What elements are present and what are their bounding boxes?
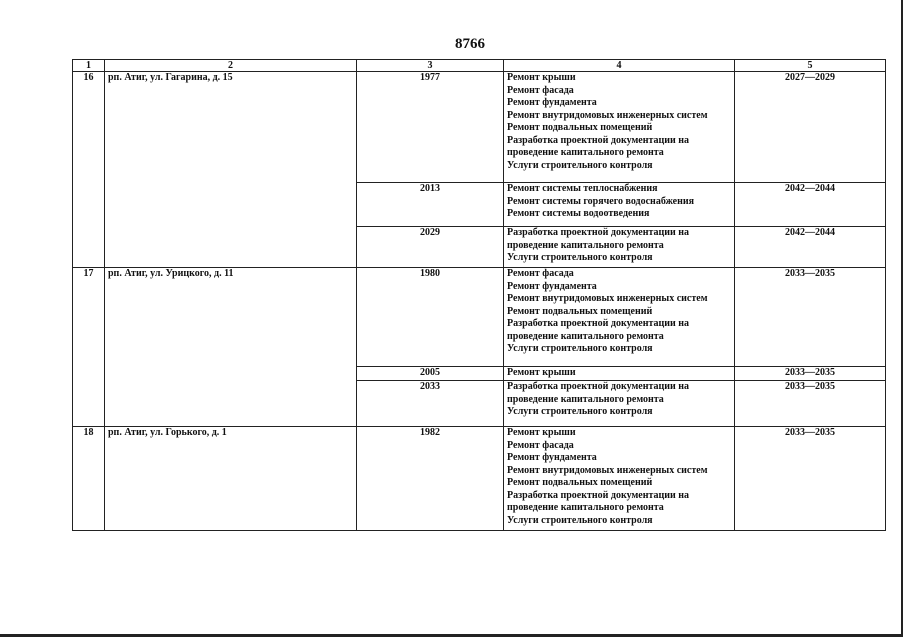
header-col-2: 2 [105, 60, 357, 72]
work-item: Ремонт фундамента [507, 452, 597, 463]
table-row [73, 72, 886, 183]
works-cell [504, 183, 735, 227]
period-cell: 2042—2044 [735, 227, 886, 268]
work-item: Разработка проектной документации на [507, 227, 690, 238]
work-item: Ремонт фасада [507, 84, 574, 96]
work-item: Ремонт крыши [507, 367, 576, 378]
work-item: Разработка проектной документации на [507, 318, 690, 329]
works-cell [504, 72, 735, 183]
work-item: Ремонт крыши [507, 72, 576, 83]
page-number: 8766 [455, 36, 485, 52]
building-address: рп. Атиг, ул. Урицкого, д. 11 [105, 268, 357, 427]
header-col-4: 4 [504, 60, 735, 72]
work-item: проведение капитального ремонта [507, 393, 664, 405]
work-item: Ремонт подвальных помещений [507, 122, 653, 133]
capital-repair-table [72, 59, 886, 531]
period-cell: 2033—2035 [735, 381, 886, 427]
year-cell: 1980 [357, 268, 504, 367]
table-body [73, 72, 886, 531]
year-cell: 2033 [357, 381, 504, 427]
table-row [73, 427, 886, 531]
year-cell: 2013 [357, 183, 504, 227]
work-item: проведение капитального ремонта [507, 147, 664, 158]
work-item: Ремонт крыши [507, 427, 576, 438]
year-cell: 2005 [357, 367, 504, 381]
year-cell: 1982 [357, 427, 504, 531]
year-cell: 1977 [357, 72, 504, 183]
works-cell [504, 427, 735, 531]
work-item: Ремонт фундамента [507, 97, 597, 108]
work-item: Ремонт системы горячего водоснабжения [507, 195, 695, 207]
building-address: рп. Атиг, ул. Гагарина, д. 15 [105, 72, 357, 268]
work-item: Ремонт подвальных помещений [507, 305, 653, 317]
works-cell [504, 381, 735, 427]
header-col-3: 3 [357, 60, 504, 72]
works-cell [504, 367, 735, 381]
period-cell: 2027—2029 [735, 72, 886, 183]
table-row [73, 268, 886, 367]
building-address: рп. Атиг, ул. Горького, д. 1 [105, 427, 357, 531]
work-item: Разработка проектной документации на [507, 489, 690, 501]
work-item: Ремонт внутридомовых инженерных систем [507, 293, 708, 304]
period-cell: 2033—2035 [735, 268, 886, 367]
work-item: Разработка проектной документации на [507, 381, 690, 392]
work-item: Услуги строительного контроля [507, 159, 653, 171]
work-item: Ремонт системы теплоснабжения [507, 183, 658, 194]
row-number: 17 [73, 268, 105, 427]
work-item: проведение капитального ремонта [507, 502, 664, 513]
row-number: 16 [73, 72, 105, 268]
period-cell: 2042—2044 [735, 183, 886, 227]
works-cell [504, 268, 735, 367]
works-cell [504, 227, 735, 268]
work-item: Услуги строительного контроля [507, 343, 653, 354]
header-col-1: 1 [73, 60, 105, 72]
period-cell: 2033—2035 [735, 427, 886, 531]
year-cell: 2029 [357, 227, 504, 268]
work-item: Ремонт фундамента [507, 280, 597, 292]
period-cell: 2033—2035 [735, 367, 886, 381]
work-item: Услуги строительного контроля [507, 252, 653, 263]
work-item: Ремонт фасада [507, 268, 574, 279]
work-item: Услуги строительного контроля [507, 406, 653, 417]
row-number: 18 [73, 427, 105, 531]
work-item: Ремонт фасада [507, 439, 574, 451]
work-item: Услуги строительного контроля [507, 514, 653, 526]
header-row [73, 60, 886, 72]
work-item: Ремонт внутридомовых инженерных систем [507, 109, 708, 121]
work-item: проведение капитального ремонта [507, 239, 664, 251]
work-item: Ремонт подвальных помещений [507, 477, 653, 488]
work-item: Ремонт системы водоотведения [507, 208, 650, 219]
work-item: проведение капитального ремонта [507, 330, 664, 342]
work-item: Разработка проектной документации на [507, 134, 690, 146]
header-col-5: 5 [735, 60, 886, 72]
work-item: Ремонт внутридомовых инженерных систем [507, 464, 708, 476]
